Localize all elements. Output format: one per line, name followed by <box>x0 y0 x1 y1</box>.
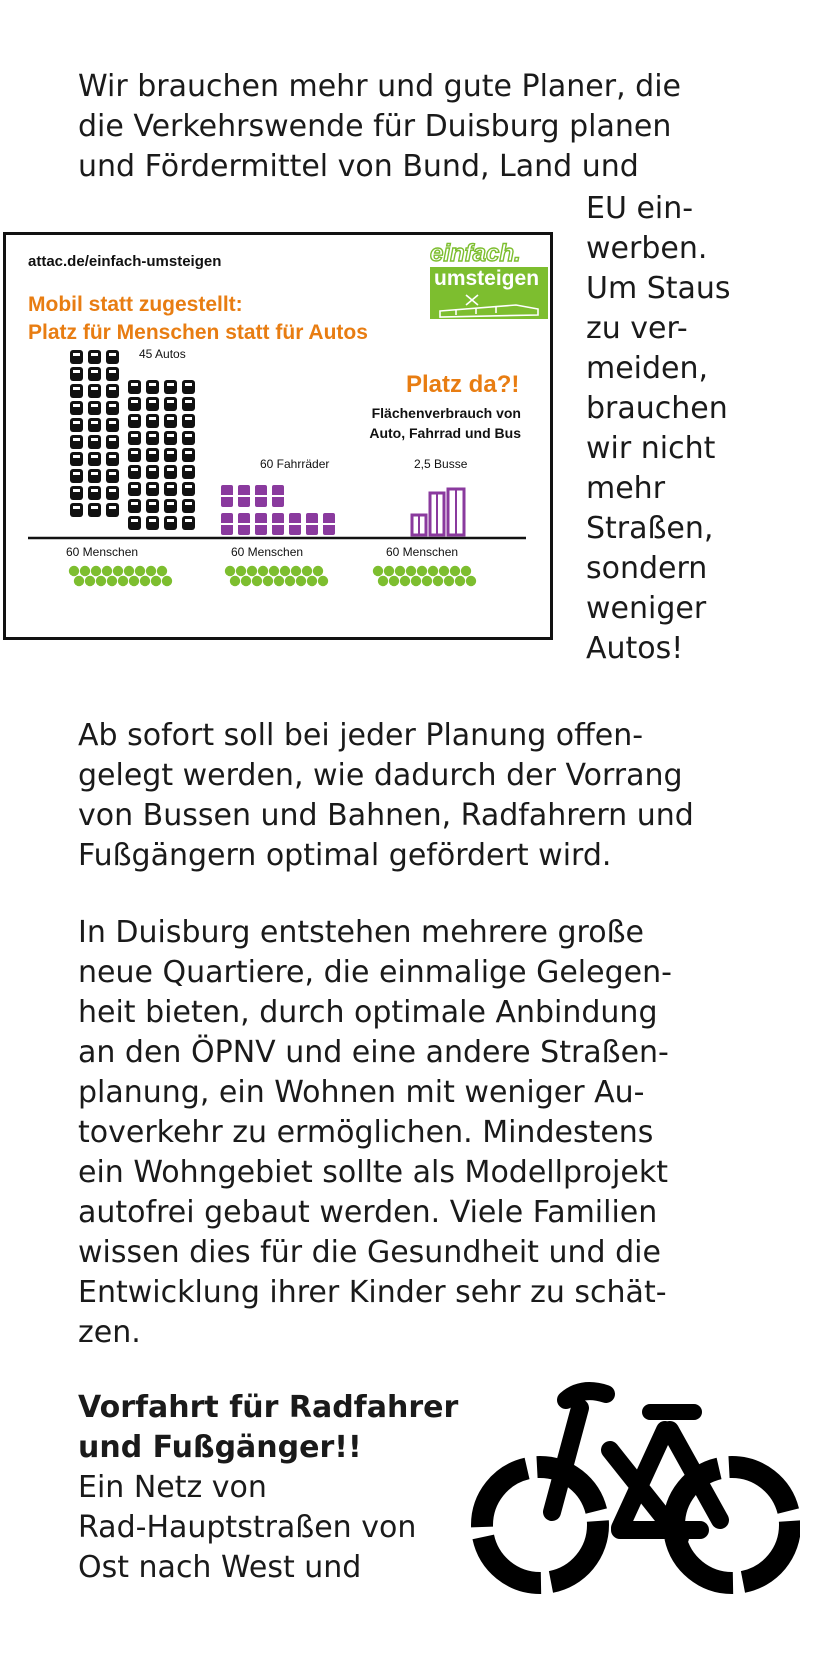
car-pictogram <box>146 414 159 428</box>
car-pictogram <box>146 380 159 394</box>
text-line: werben. <box>586 231 708 266</box>
car-pictogram <box>164 431 177 445</box>
car-pictogram <box>106 418 119 432</box>
car-pictogram <box>88 503 101 517</box>
car-pictogram <box>146 397 159 411</box>
car-pictogram <box>88 401 101 415</box>
car-pictogram <box>182 414 195 428</box>
platz-da-title: Platz da?! <box>406 371 520 398</box>
car-pictogram <box>106 486 119 500</box>
paragraph-vorrang <box>78 716 694 876</box>
car-pictogram <box>146 482 159 496</box>
text-line: wir nicht <box>586 431 716 466</box>
car-pictogram <box>70 384 83 398</box>
caption-line: Auto, Fahrrad und Bus <box>369 425 521 441</box>
menschen-label: 60 Menschen <box>66 545 139 559</box>
headline-line: Platz für Menschen statt für Autos <box>28 321 368 344</box>
car-pictogram <box>146 465 159 479</box>
car-pictogram <box>164 465 177 479</box>
text-line: Ab sofort soll bei jeder Planung offen- <box>78 718 644 753</box>
bicycle-pictogram <box>238 513 250 535</box>
text-line: zu ver- <box>586 311 688 346</box>
car-pictogram <box>146 499 159 513</box>
text-line: meiden, <box>586 351 709 386</box>
car-pictogram <box>70 486 83 500</box>
car-pictogram <box>182 482 195 496</box>
car-pictogram <box>70 367 83 381</box>
car-pictogram <box>164 482 177 496</box>
text-line: mehr <box>586 471 666 506</box>
people-group <box>69 566 172 586</box>
car-pictogram <box>70 350 83 364</box>
bicycle-pictogram <box>272 513 284 535</box>
car-pictogram <box>88 452 101 466</box>
car-pictogram <box>146 431 159 445</box>
car-pictogram <box>88 350 101 364</box>
busse-label: 2,5 Busse <box>414 457 468 471</box>
car-pictogram <box>70 401 83 415</box>
car-pictogram <box>88 384 101 398</box>
car-pictogram <box>88 435 101 449</box>
intro-paragraph <box>78 67 681 187</box>
text-line: Wir brauchen mehr und gute Planer, die <box>78 69 682 104</box>
bicycle-pictogram <box>323 513 335 535</box>
car-pictogram <box>128 414 141 428</box>
car-pictogram <box>88 418 101 432</box>
infographic-panel <box>3 232 553 640</box>
car-pictogram <box>182 431 195 445</box>
text-line: Straßen, <box>586 511 714 546</box>
car-pictogram <box>146 448 159 462</box>
car-pictogram <box>164 380 177 394</box>
car-pictogram <box>106 384 119 398</box>
fahrraeder-label: 60 Fahrräder <box>260 457 330 471</box>
car-pictogram <box>70 452 83 466</box>
car-pictogram <box>88 367 101 381</box>
caption-line: Flächenverbrauch von <box>371 405 521 421</box>
car-pictogram <box>70 435 83 449</box>
text-line: gelegt werden, wie dadurch der Vorrang <box>78 758 683 793</box>
text-line: von Bussen und Bahnen, Radfahrern und <box>78 798 694 833</box>
text-line: brauchen <box>586 391 728 426</box>
text-line: wissen dies für die Gesundheit und die <box>78 1235 661 1270</box>
car-pictogram <box>128 465 141 479</box>
text-line: Fußgängern optimal gefördert wird. <box>78 838 612 873</box>
bus-pictogram <box>430 493 444 535</box>
text-line: planung, ein Wohnen mit weniger Au- <box>78 1075 645 1110</box>
text-line: heit bieten, durch optimale Anbindung <box>78 995 658 1030</box>
people-group <box>225 566 328 586</box>
text-line: die Verkehrswende für Duisburg planen <box>78 109 672 144</box>
car-pictogram <box>106 503 119 517</box>
bicycle-pictogram <box>255 513 267 535</box>
logo-text-bottom: umsteigen <box>434 267 540 290</box>
text-line: Um Staus <box>586 271 731 306</box>
autos-label: 45 Autos <box>139 347 186 361</box>
car-pictogram <box>146 516 159 530</box>
car-pictogram <box>182 516 195 530</box>
car-pictogram <box>164 499 177 513</box>
text-line: Rad-Hauptstraßen von <box>78 1510 417 1545</box>
text-line: Ost nach West und <box>78 1550 362 1585</box>
text-line: Entwicklung ihrer Kinder sehr zu schät- <box>78 1275 667 1310</box>
text-line: Ein Netz von <box>78 1470 267 1505</box>
car-pictogram <box>70 469 83 483</box>
text-line: toverkehr zu ermöglichen. Mindestens <box>78 1115 654 1150</box>
car-pictogram <box>128 482 141 496</box>
text-line: autofrei gebaut werden. Viele Familien <box>78 1195 658 1230</box>
text-line: EU ein- <box>586 191 694 226</box>
car-pictogram <box>106 469 119 483</box>
people-group <box>373 566 476 586</box>
car-pictogram <box>182 380 195 394</box>
side-column-text <box>586 189 731 669</box>
car-pictogram <box>106 401 119 415</box>
heading-line: und Fußgänger!! <box>78 1430 362 1465</box>
bicycle-pictogram <box>238 485 250 507</box>
car-pictogram <box>106 367 119 381</box>
car-pictogram <box>128 380 141 394</box>
car-pictogram <box>106 435 119 449</box>
text-line: neue Quartiere, die einmalige Gelegen- <box>78 955 672 990</box>
text-line: an den ÖPNV und eine andere Straßen- <box>78 1035 669 1070</box>
car-pictogram <box>70 503 83 517</box>
text-line: In Duisburg entstehen mehrere große <box>78 915 644 950</box>
car-pictogram <box>164 516 177 530</box>
car-pictogram <box>182 499 195 513</box>
car-pictogram <box>88 486 101 500</box>
bus-stack <box>412 489 464 535</box>
bicycle-icon <box>470 1360 800 1600</box>
car-pictogram <box>106 452 119 466</box>
car-pictogram <box>128 448 141 462</box>
logo-text-top: einfach. <box>430 240 521 267</box>
bus-pictogram <box>412 515 426 535</box>
text-line: und Fördermittel von Bund, Land und <box>78 149 639 184</box>
car-pictogram <box>182 448 195 462</box>
car-pictogram <box>70 418 83 432</box>
bicycle-pictogram <box>221 513 233 535</box>
car-pictogram <box>182 465 195 479</box>
car-pictogram <box>106 350 119 364</box>
infographic-url: attac.de/einfach-umsteigen <box>28 253 222 270</box>
bus-pictogram <box>448 489 464 535</box>
text-line: sondern <box>586 551 708 586</box>
car-pictogram <box>164 397 177 411</box>
bicycle-pictogram <box>221 485 233 507</box>
text-line: zen. <box>78 1315 141 1350</box>
car-pictogram <box>164 448 177 462</box>
heading-line: Vorfahrt für Radfahrer <box>78 1390 459 1425</box>
menschen-label: 60 Menschen <box>386 545 459 559</box>
car-stack <box>70 350 195 530</box>
text-line: ein Wohngebiet sollte als Modellprojekt <box>78 1155 668 1190</box>
car-pictogram <box>128 431 141 445</box>
car-pictogram <box>128 516 141 530</box>
text-line: weniger <box>586 591 707 626</box>
car-pictogram <box>164 414 177 428</box>
area-comparison-graphic <box>6 235 550 637</box>
bicycle-pictogram <box>289 513 301 535</box>
car-pictogram <box>182 397 195 411</box>
headline-line: Mobil statt zugestellt: <box>28 293 243 316</box>
bicycle-stack <box>221 485 335 535</box>
car-pictogram <box>128 397 141 411</box>
text-line: Autos! <box>586 631 684 666</box>
people-groups <box>69 566 476 586</box>
paragraph-quartiere <box>78 913 672 1353</box>
bicycle-pictogram <box>255 485 267 507</box>
paragraph-radfahrer <box>78 1388 458 1588</box>
bicycle-pictogram <box>306 513 318 535</box>
menschen-label: 60 Menschen <box>231 545 304 559</box>
car-pictogram <box>88 469 101 483</box>
bicycle-pictogram <box>272 485 284 507</box>
car-pictogram <box>128 499 141 513</box>
